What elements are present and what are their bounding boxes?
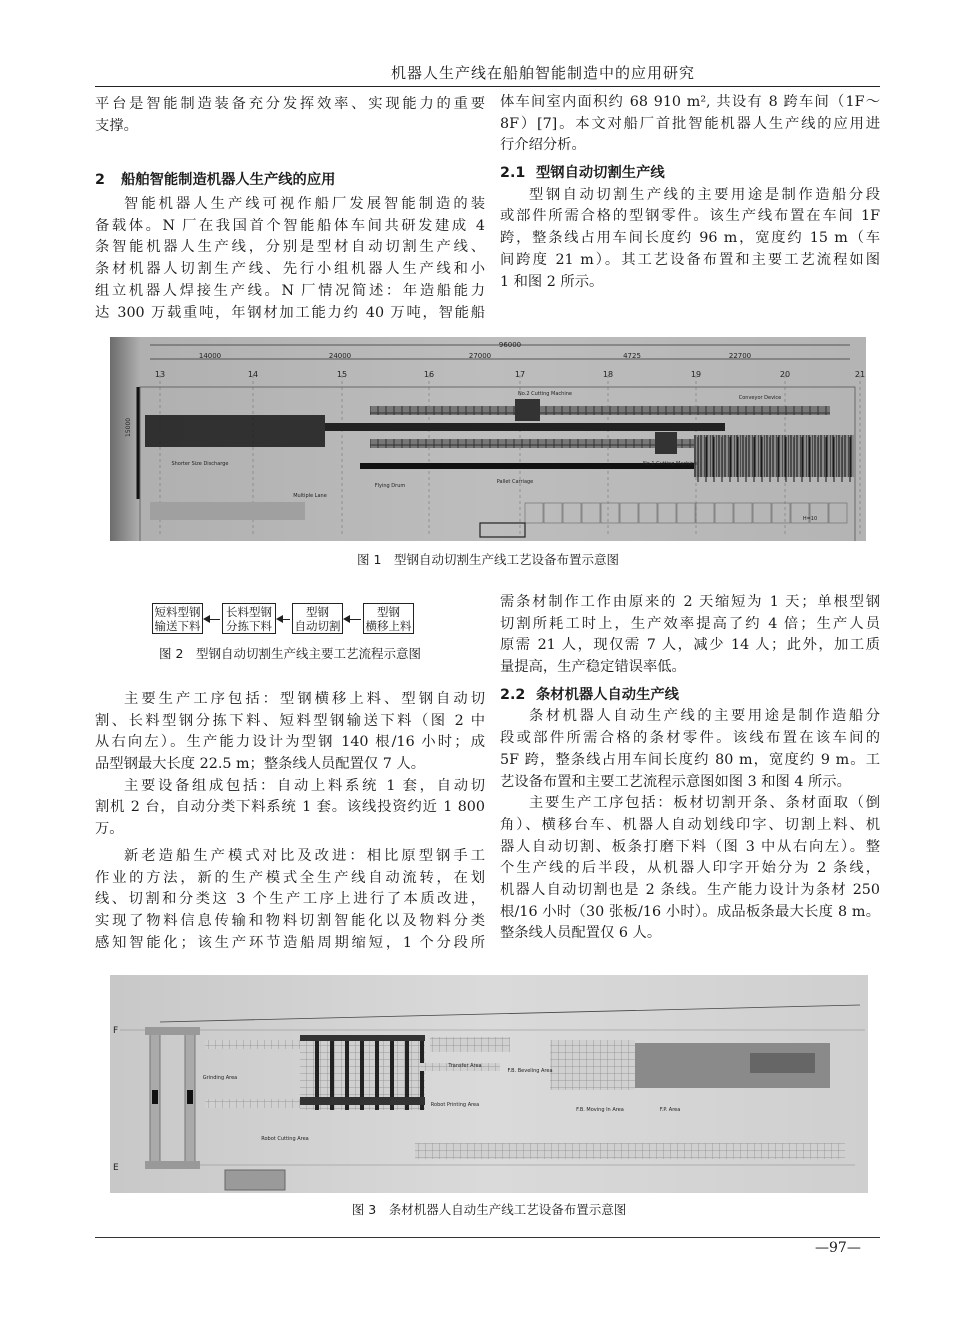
section-number: 2	[95, 172, 105, 189]
figure-3	[110, 975, 868, 1193]
text-line: 艺设备布置和主要工艺流程示意图如图 3 和图 4 所示。	[500, 773, 851, 790]
paragraph	[500, 706, 880, 793]
text-line: 作业的方法，新的生产模式全生产线自动流转，在划	[95, 869, 485, 886]
layout-label: Transfer Area	[448, 1063, 482, 1069]
text-line: 条材机器人自动生产线的主要用途是制作造船分	[529, 708, 880, 725]
text-line: 体车间室内面积约 68 910 m², 共设有 8 跨车间（1F～	[500, 94, 880, 110]
grid-axis-label: 16	[423, 370, 435, 379]
grid-axis-label: 13	[154, 370, 166, 379]
flow-step-label: 型钢	[306, 605, 329, 619]
paragraph	[95, 194, 485, 324]
text-line: 割机 2 台，自动分类下料系统 1 套。该线投资约近 1 800	[95, 799, 485, 816]
text-line: 间跨度 21 m）。其工艺设备布置和主要工艺流程如图	[500, 251, 880, 268]
figure-1-caption: 图 1 型钢自动切割生产线工艺设备布置示意图	[357, 552, 619, 567]
grid-row-label: F	[113, 1026, 119, 1036]
text-line: 需条材制作工作由原来的 2 天缩短为 1 天；单根型钢	[500, 594, 880, 610]
right-column-top	[500, 92, 880, 293]
right-column-bottom	[500, 592, 880, 945]
header-rule	[95, 86, 880, 87]
flow-step-label: 横移上料	[365, 619, 412, 633]
layout-label: F.B. Moving In Area	[576, 1107, 624, 1113]
transfer-rail	[300, 1035, 425, 1041]
layout-label: H=10	[802, 516, 818, 522]
text-line: 根/16 小时（30 张板/16 小时）。成品板条最大长度 8 m。	[500, 903, 880, 920]
text-line: 备载体。N 厂在我国首个智能船体车间共研发建成 4	[95, 217, 485, 234]
span-dimension-label: 27000	[468, 352, 492, 360]
transfer-rail	[300, 1097, 425, 1105]
text-line: 量提高，生产稳定错误率低。	[500, 659, 686, 676]
paragraph	[500, 793, 880, 945]
text-line: 达 300 万载重吨，年钢材加工能力约 40 万吨，智能船	[95, 304, 485, 321]
no1-cutting-machine	[655, 432, 677, 454]
paragraph	[500, 92, 880, 157]
flow-arrow-icon	[345, 619, 361, 620]
section-number: 2.1	[500, 165, 526, 182]
text-line: 割、长料型钢分拣下料、短料型钢输送下料（图 2 中	[95, 712, 485, 729]
span-dimension-label: 22700	[728, 352, 752, 360]
text-line: 角）、横移台车、机器人自动划线印字、切割上料、机	[500, 816, 880, 833]
flow-arrow-icon	[205, 619, 220, 620]
text-line: 主要生产工序包括：型钢横移上料、型钢自动切	[124, 691, 485, 707]
section-title: 条材机器人自动生产线	[536, 686, 679, 703]
paragraph	[500, 185, 880, 293]
section-title: 船舶智能制造机器人生产线的应用	[121, 172, 336, 189]
text-line: 跨，整条线占用车间长度约 96 m，宽度约 15 m（车	[500, 230, 880, 247]
figure-2-caption: 图 2 型钢自动切割生产线主要工艺流程示意图	[159, 646, 421, 661]
overall-dimension-label: 96000	[498, 341, 522, 349]
text-line: 整条线人员配置仅 6 人。	[500, 925, 662, 942]
text-line: 机器人自动切割也是 2 条线。生产能力设计为条材 250	[500, 881, 880, 898]
span-dimension-label: 14000	[198, 352, 222, 360]
text-line: 感知智能化；该生产环节造船周期缩短，1 个分段所	[95, 934, 485, 951]
layout-label: Shorter Size Discharge	[171, 461, 229, 467]
layout-label: Robot Printing Area	[430, 1102, 480, 1108]
text-line: 8F）[7]。本文对船厂首批智能机器人生产线的应用进	[500, 115, 880, 132]
text-line: 线、切割和分类这 3 个生产工序上进行了本质改进，	[95, 891, 485, 908]
flow-step-label: 长料型钢	[226, 605, 272, 619]
text-line: 1 和图 2 所示。	[500, 273, 604, 290]
text-line: 组立机器人焊接生产线。N 厂情况简述：年造船能力	[95, 282, 485, 299]
figure-3-layout-drawing	[110, 975, 868, 1193]
flow-step-box	[363, 603, 414, 634]
grid-axis-label: 20	[779, 370, 791, 379]
text-line: 个生产线的后半段，从机器人印字开始分为 2 条线，	[500, 860, 880, 877]
flow-step-box	[152, 603, 203, 634]
text-line: 原需 21 人，现仅需 7 人，减少 14 人；此外，加工质	[500, 637, 880, 654]
shorter-size-discharge-unit	[145, 415, 325, 447]
paragraph	[95, 94, 485, 137]
grid-axis-label: 19	[690, 370, 702, 379]
left-column-top	[95, 94, 485, 324]
flow-step-label: 自动切割	[294, 619, 341, 633]
running-title: 机器人生产线在船舶智能制造中的应用研究	[390, 64, 695, 82]
text-line: 从右向左）。生产能力设计为型钢 140 根/16 小时；成	[95, 734, 485, 751]
flow-step-label: 型钢	[377, 605, 400, 619]
text-line: 智能机器人生产线可视作船厂发展智能制造的装	[124, 196, 485, 213]
text-line: 主要设备组成包括：自动上料系统 1 套，自动切	[124, 777, 485, 794]
paragraph	[95, 689, 485, 776]
flow-step-label: 输送下料	[154, 619, 201, 633]
layout-label: F.P. Area	[659, 1107, 681, 1113]
flow-step-box	[222, 603, 276, 634]
figure-2-flowchart	[140, 598, 430, 638]
text-line: 5F 跨，整条线占用车间长度约 80 m，宽度约 9 m。工	[500, 751, 880, 768]
grid-axis-label: 18	[602, 370, 614, 379]
section-heading	[500, 163, 880, 185]
conveyor-device-area	[694, 435, 854, 477]
section-number: 2.2	[500, 686, 526, 703]
text-line: 品型钢最大长度 22.5 m；整条线人员配置仅 7 人。	[95, 756, 426, 773]
paragraph	[95, 846, 485, 954]
width-dimension-label: 15000	[125, 417, 132, 437]
no2-cutting-machine	[515, 399, 540, 421]
conveyor-upper	[370, 406, 830, 415]
layout-label: Flying Drum	[374, 483, 406, 489]
fb-moving-in-area	[550, 1040, 635, 1090]
layout-label: No.1 Cutting Machine	[643, 461, 697, 467]
layout-label: Conveyor Device	[738, 395, 782, 401]
grid-axis-label: 17	[514, 370, 526, 379]
multiple-lane-area	[150, 502, 305, 520]
grid-axis-label: 21	[854, 370, 866, 379]
layout-label: F.B. Beveling Area	[507, 1068, 553, 1074]
text-line: 段或部件所需合格的条材零件。该线布置在该车间的	[500, 730, 880, 747]
flow-arrow-icon	[278, 619, 290, 620]
conveyor-line	[325, 423, 725, 431]
layout-label: Multiple Lane	[293, 493, 327, 499]
text-line: 平台是智能制造装备充分发挥效率、实现能力的重要	[95, 96, 485, 112]
section-heading	[95, 170, 485, 192]
figure-1-layout-drawing	[110, 337, 866, 541]
text-line: 条智能机器人生产线，分别是型材自动切割生产线、	[95, 239, 485, 256]
text-line: 切割所耗工时上，生产效率提高了约 4 倍；生产人员	[500, 615, 880, 632]
text-line: 实现了物料信息传输和物料切割智能化以及物料分类	[95, 912, 485, 929]
paragraph	[500, 592, 880, 679]
footer-rule	[95, 1237, 880, 1238]
text-line: 万。	[95, 821, 124, 838]
text-line: 型钢自动切割生产线的主要用途是制作造船分段	[529, 186, 880, 203]
flow-step-label: 分拣下料	[226, 619, 272, 633]
grid-row-label: E	[113, 1163, 119, 1173]
flow-step-box	[292, 603, 343, 634]
section-title: 型钢自动切割生产线	[536, 165, 665, 182]
page-number: —97—	[815, 1240, 861, 1256]
layout-label: Pallet Carriage	[496, 479, 534, 485]
figure-1	[110, 337, 866, 541]
grid-axis-label: 15	[336, 370, 348, 379]
layout-label: Grinding Area	[202, 1075, 238, 1081]
text-line: 支撑。	[95, 117, 138, 134]
span-dimension-label: 24000	[328, 352, 352, 360]
section-heading	[500, 685, 880, 707]
figure-3-caption: 图 3 条材机器人自动生产线工艺设备布置示意图	[351, 1202, 627, 1217]
text-line: 新老造船生产模式对比及改进：相比原型钢手工	[124, 847, 485, 864]
text-line: 条材机器人切割生产线、先行小组机器人生产线和小	[95, 261, 485, 278]
left-column-bottom	[95, 689, 485, 954]
text-line: 行介绍分析。	[500, 137, 586, 154]
layout-label: Robot Cutting Area	[261, 1136, 309, 1142]
paragraph	[95, 776, 485, 841]
flow-step-label: 短料型钢	[154, 605, 201, 619]
grid-axis-label: 14	[247, 370, 259, 379]
text-line: 主要生产工序包括：板材切割开条、条材面取（倒	[529, 795, 880, 812]
text-line: 或部件所需合格的型钢零件。该生产线布置在车间 1F	[500, 208, 880, 225]
text-line: 器人自动切割、板条打磨下料（图 3 中从右向左）。整	[500, 838, 880, 855]
layout-label: No.2 Cutting Machine	[518, 391, 572, 397]
span-dimension-label: 4725	[623, 352, 641, 360]
